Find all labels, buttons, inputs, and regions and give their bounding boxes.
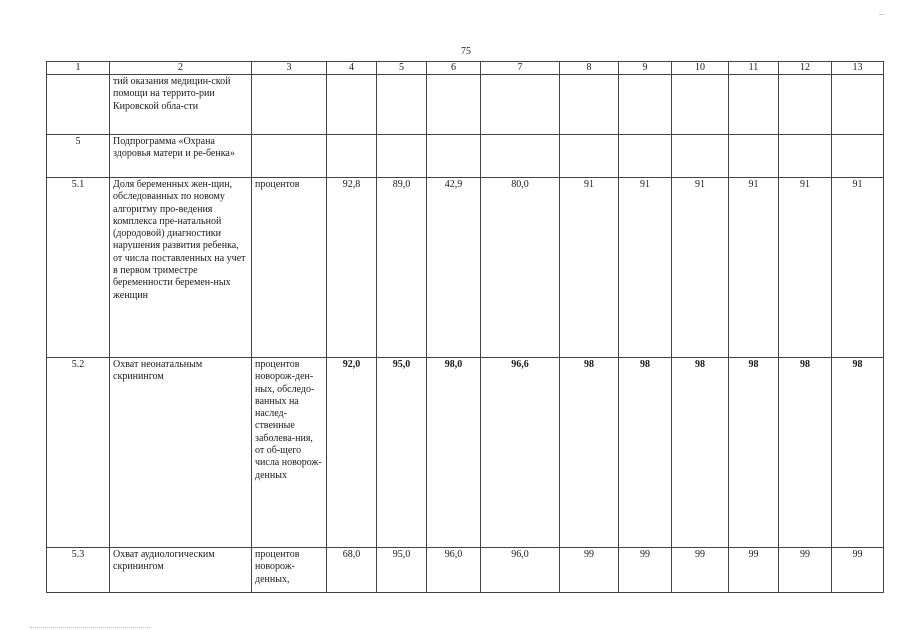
indicator-name: тий оказания медицин-ской помощи на террито-рии Кировской обла-сти — [110, 75, 252, 135]
value-cell — [832, 135, 884, 178]
value-cell — [481, 75, 560, 135]
value-cell: 96,0 — [481, 548, 560, 593]
value-cell — [427, 75, 481, 135]
value-cell: 80,0 — [481, 178, 560, 358]
value-cell — [779, 135, 832, 178]
value-cell: 89,0 — [377, 178, 427, 358]
value-cell: 92,8 — [327, 178, 377, 358]
value-cell: 99 — [672, 548, 729, 593]
value-cell: 91 — [560, 178, 619, 358]
row-number: 5 — [47, 135, 110, 178]
column-number: 12 — [779, 62, 832, 75]
column-number: 11 — [729, 62, 779, 75]
scan-artifact — [879, 14, 884, 15]
unit-cell — [252, 75, 327, 135]
value-cell — [729, 135, 779, 178]
value-cell: 95,0 — [377, 548, 427, 593]
column-number: 10 — [672, 62, 729, 75]
value-cell: 91 — [729, 178, 779, 358]
value-cell: 96,0 — [427, 548, 481, 593]
value-cell: 98 — [560, 358, 619, 548]
unit-cell: процентов новорож-ден-ных, обследо-ванных на наслед-ственные заболева-ния, от об-щего числа новорож-денных — [252, 358, 327, 548]
value-cell: 99 — [832, 548, 884, 593]
unit-cell — [252, 135, 327, 178]
value-cell — [560, 135, 619, 178]
column-number-row — [47, 62, 884, 75]
column-number: 1 — [47, 62, 110, 75]
column-number: 5 — [377, 62, 427, 75]
column-number: 13 — [832, 62, 884, 75]
row-number: 5.1 — [47, 178, 110, 358]
page-number: 75 — [461, 46, 471, 57]
value-cell: 91 — [619, 178, 672, 358]
unit-cell: процентов — [252, 178, 327, 358]
table-row — [47, 135, 884, 178]
indicator-name: Охват неонатальным скринингом — [110, 358, 252, 548]
row-number: 5.3 — [47, 548, 110, 593]
value-cell — [672, 135, 729, 178]
value-cell — [481, 135, 560, 178]
value-cell: 98 — [672, 358, 729, 548]
value-cell — [619, 135, 672, 178]
value-cell: 99 — [779, 548, 832, 593]
table-row — [47, 178, 884, 358]
column-number: 3 — [252, 62, 327, 75]
value-cell: 92,0 — [327, 358, 377, 548]
value-cell: 98 — [619, 358, 672, 548]
column-number: 6 — [427, 62, 481, 75]
row-number: 5.2 — [47, 358, 110, 548]
value-cell — [377, 135, 427, 178]
value-cell: 98,0 — [427, 358, 481, 548]
value-cell: 95,0 — [377, 358, 427, 548]
unit-cell: процентов новорож-денных, — [252, 548, 327, 593]
table-row — [47, 75, 884, 135]
column-number: 8 — [560, 62, 619, 75]
value-cell: 68,0 — [327, 548, 377, 593]
value-cell — [560, 75, 619, 135]
value-cell: 98 — [832, 358, 884, 548]
value-cell — [427, 135, 481, 178]
table-row — [47, 548, 884, 593]
value-cell — [672, 75, 729, 135]
column-number: 9 — [619, 62, 672, 75]
value-cell: 99 — [560, 548, 619, 593]
value-cell — [377, 75, 427, 135]
value-cell: 99 — [729, 548, 779, 593]
table-row — [47, 358, 884, 548]
value-cell: 91 — [832, 178, 884, 358]
value-cell: 99 — [619, 548, 672, 593]
column-number: 2 — [110, 62, 252, 75]
value-cell — [779, 75, 832, 135]
row-number — [47, 75, 110, 135]
indicator-name: Охват аудиологическим скринингом — [110, 548, 252, 593]
value-cell — [619, 75, 672, 135]
value-cell — [327, 75, 377, 135]
value-cell — [327, 135, 377, 178]
value-cell: 91 — [672, 178, 729, 358]
column-number: 7 — [481, 62, 560, 75]
value-cell: 98 — [779, 358, 832, 548]
subprogram-name: Подпрограмма «Охрана здоровья матери и ре-бенка» — [110, 135, 252, 178]
value-cell: 98 — [729, 358, 779, 548]
value-cell — [832, 75, 884, 135]
value-cell: 42,9 — [427, 178, 481, 358]
column-number: 4 — [327, 62, 377, 75]
indicator-name: Доля беременных жен-щин, обследованных по новому алгоритму про-ведения комплекса пре-натальной (дородовой) диагностики нарушения развития ребенка, от числа поставленных на учет в первом триместре беременности беремен-ных женщин — [110, 178, 252, 358]
scan-artifact — [30, 627, 150, 630]
value-cell: 91 — [779, 178, 832, 358]
value-cell: 96,6 — [481, 358, 560, 548]
indicators-table — [46, 61, 884, 593]
value-cell — [729, 75, 779, 135]
